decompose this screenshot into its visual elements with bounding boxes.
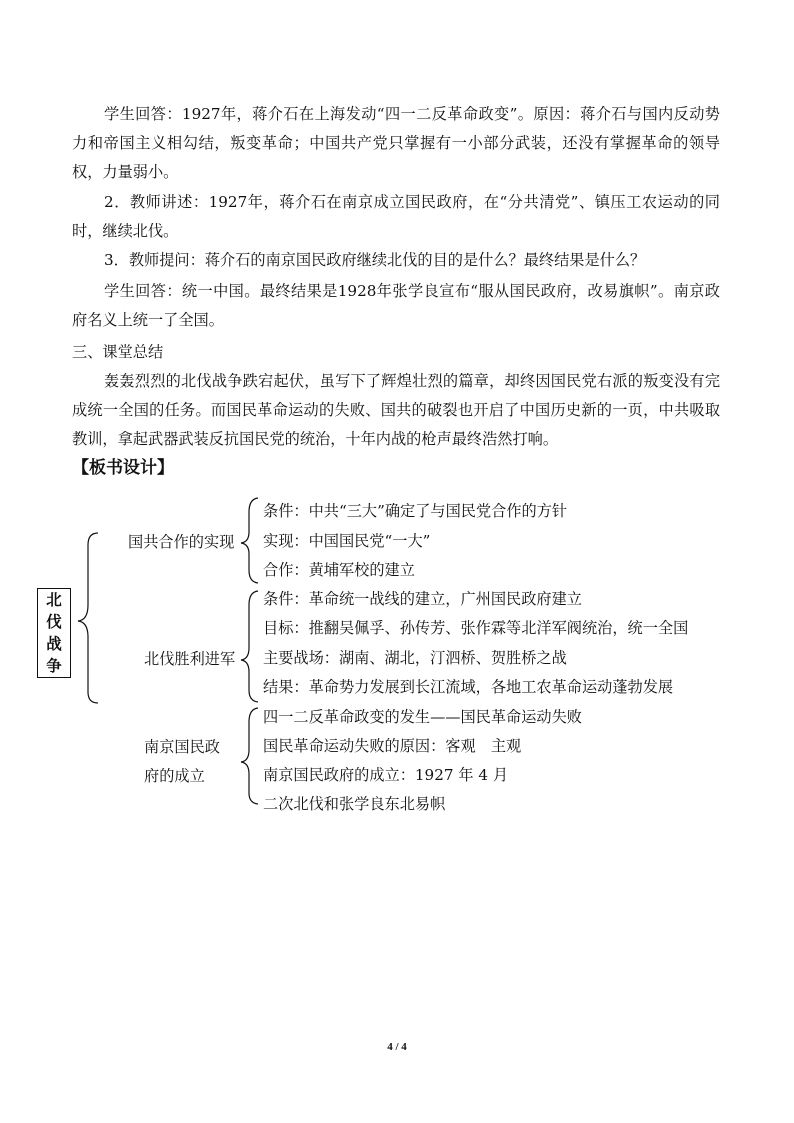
board-design-title: 【板书设计】 xyxy=(72,458,174,478)
group-brace-1 xyxy=(241,498,258,583)
board-item: 条件：中共“三大”确定了与国民党合作的方针 xyxy=(263,502,568,520)
paragraph-student-answer-1: 学生回答：1927年，蒋介石在上海发动“四一二反革命政变”。原因：蒋介石与国内反动势力和帝国主义相勾结，叛变革命；中国共产党只掌握有一小部分武装，还没有掌握革命的领导权，力量弱小。 xyxy=(72,105,720,181)
board-item: 实现：中国国民党“一大” xyxy=(263,532,431,550)
board-item: 国民革命运动失败的原因：客观 主观 xyxy=(263,737,522,755)
group-label-cooperation: 国共合作的实现 xyxy=(128,533,235,551)
group-brace-2 xyxy=(241,591,258,702)
main-topic-char: 伐 xyxy=(46,612,62,631)
main-topic-char: 北 xyxy=(46,590,62,609)
paragraph-student-answer-2: 学生回答：统一中国。最终结果是1928年张学良宣布“服从国民政府，改易旗帜”。南京政府名义上统一了全国。 xyxy=(72,282,720,329)
paragraph-summary: 轰轰烈烈的北伐战争跌宕起伏，虽写下了辉煌壮烈的篇章，却终因国民党右派的叛变没有完成统一全国的任务。而国民革命运动的失败、国共的破裂也开启了中国历史新的一页，中共吸取教训，拿起武器武装反抗国民党的统治，十年内战的枪声最终浩然打响。 xyxy=(72,372,720,448)
board-item: 二次北伐和张学良东北易帜 xyxy=(263,795,446,813)
main-brace xyxy=(78,533,98,703)
main-topic-char: 争 xyxy=(46,656,62,675)
paragraph-teacher-lecture: 2．教师讲述：1927年，蒋介石在南京成立国民政府，在“分共清党”、镇压工农运动的同时，继续北伐。 xyxy=(72,193,720,240)
group-label-nanjing-line1: 南京国民政 xyxy=(144,738,220,756)
board-item: 四一二反革命政变的发生——国民革命运动失败 xyxy=(263,708,582,726)
board-item: 主要战场：湖南、湖北，汀泗桥、贺胜桥之战 xyxy=(263,649,567,667)
board-item: 南京国民政府的成立：1927 年 4 月 xyxy=(263,766,509,784)
group-label-nanjing-line2: 府的成立 xyxy=(144,767,205,785)
main-topic-char: 战 xyxy=(46,634,62,653)
group-brace-3 xyxy=(241,708,258,804)
board-item: 条件：革命统一战线的建立，广州国民政府建立 xyxy=(263,590,582,608)
board-item: 结果：革命势力发展到长江流域，各地工农革命运动蓬勃发展 xyxy=(263,678,674,696)
board-item: 目标：推翻吴佩孚、孙传芳、张作霖等北洋军阀统治，统一全国 xyxy=(263,619,689,637)
paragraph-teacher-question: 3．教师提问：蒋介石的南京国民政府继续北伐的目的是什么？最终结果是什么？ xyxy=(104,251,646,269)
page-number: 4 / 4 xyxy=(387,1041,407,1053)
group-label-northern-expedition: 北伐胜利进军 xyxy=(144,650,236,668)
section-heading-summary: 三、课堂总结 xyxy=(72,343,164,361)
board-item: 合作：黄埔军校的建立 xyxy=(263,561,415,579)
